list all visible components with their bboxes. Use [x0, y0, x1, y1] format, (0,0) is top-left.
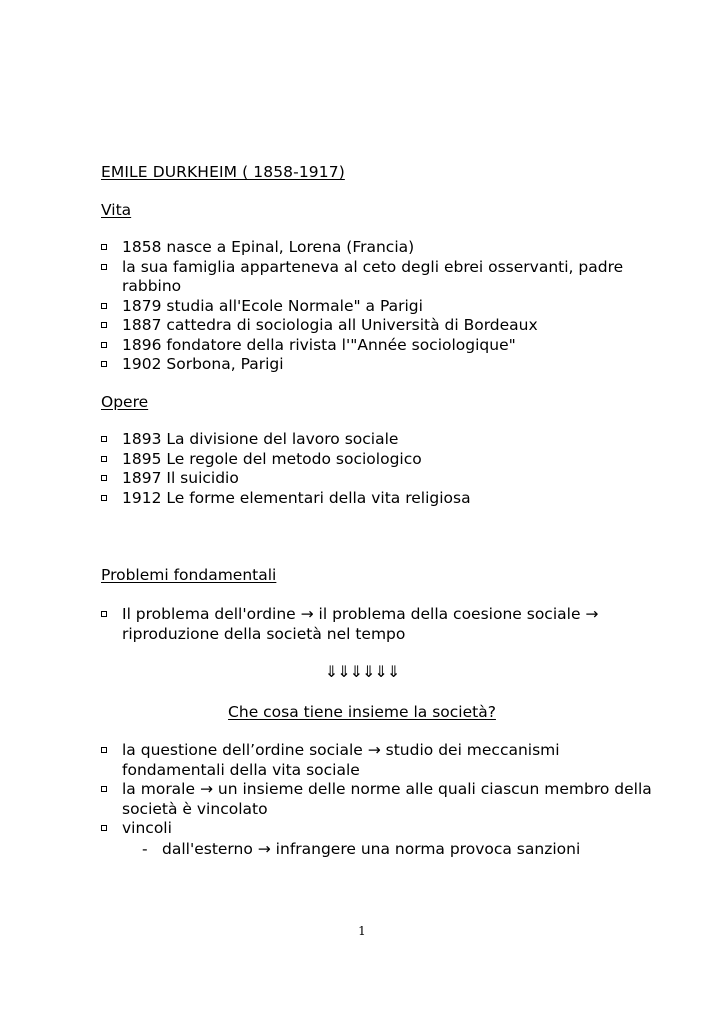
- problemi-list: [101, 605, 661, 644]
- list-item: vincoli: [101, 819, 661, 839]
- square-bullet-icon: [101, 786, 107, 792]
- list-item: la questione dell’ordine sociale → studio dei meccanismi fondamentali della vita sociale: [101, 741, 661, 780]
- document-title: EMILE DURKHEIM ( 1858-1917): [101, 163, 345, 181]
- list-item: la morale → un insieme delle norme alle quali ciascun membro della società è vincolato: [101, 780, 661, 819]
- opere-list: [101, 430, 661, 508]
- page-number: 1: [358, 924, 366, 938]
- problemi-list-2: [101, 741, 661, 839]
- list-item: 1896 fondatore della rivista l'"Année sociologique": [101, 336, 661, 356]
- square-bullet-icon: [101, 303, 107, 309]
- section-heading-opere: Opere: [101, 393, 149, 411]
- square-bullet-icon: [101, 475, 107, 481]
- list-item: 1887 cattedra di sociologia all Università di Bordeaux: [101, 316, 661, 336]
- list-item: 1897 Il suicidio: [101, 469, 661, 489]
- list-item: 1893 La divisione del lavoro sociale: [101, 430, 661, 450]
- square-bullet-icon: [101, 322, 107, 328]
- down-arrows: ⇓⇓⇓⇓⇓⇓: [324, 662, 400, 681]
- square-bullet-icon: [101, 436, 107, 442]
- square-bullet-icon: [101, 825, 107, 831]
- section-heading-problemi: Problemi fondamentali: [101, 566, 277, 584]
- vita-list: [101, 238, 661, 375]
- square-bullet-icon: [101, 495, 107, 501]
- square-bullet-icon: [101, 342, 107, 348]
- section-heading-vita: Vita: [101, 201, 132, 219]
- square-bullet-icon: [101, 747, 107, 753]
- square-bullet-icon: [101, 264, 107, 270]
- square-bullet-icon: [101, 456, 107, 462]
- square-bullet-icon: [101, 361, 107, 367]
- square-bullet-icon: [101, 244, 107, 250]
- list-item: 1858 nasce a Epinal, Lorena (Francia): [101, 238, 661, 258]
- list-item: 1879 studia all'Ecole Normale" a Parigi: [101, 297, 661, 317]
- central-question: Che cosa tiene insieme la società?: [228, 703, 496, 721]
- list-item: la sua famiglia apparteneva al ceto degli ebrei osservanti, padre rabbino: [101, 258, 661, 297]
- list-item: 1895 Le regole del metodo sociologico: [101, 450, 661, 470]
- list-item: 1902 Sorbona, Parigi: [101, 355, 661, 375]
- list-item: 1912 Le forme elementari della vita religiosa: [101, 489, 661, 509]
- list-item: Il problema dell'ordine → il problema della coesione sociale → riproduzione della società nel tempo: [101, 605, 661, 644]
- dash-marker: -: [142, 840, 148, 858]
- square-bullet-icon: [101, 611, 107, 617]
- sub-list-item: - dall'esterno → infrangere una norma provoca sanzioni: [142, 840, 581, 858]
